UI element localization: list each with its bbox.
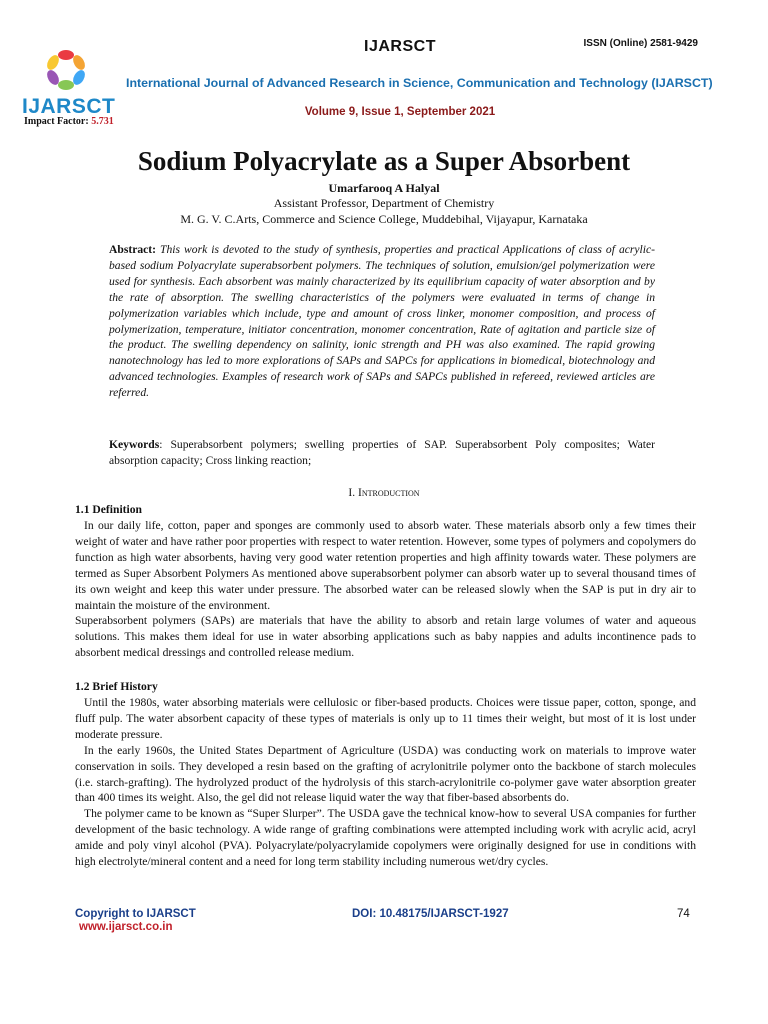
section-number: I.: [348, 487, 358, 499]
definition-body: [75, 518, 696, 661]
subsection-heading-definition: 1.1 Definition: [75, 503, 142, 516]
footer-website-link[interactable]: www.ijarsct.co.in: [79, 921, 173, 933]
keywords-label: Keywords: [109, 438, 160, 451]
paragraph: Until the 1980s, water absorbing materials were cellulosic or fiber-based products. Choices were tissue paper, cotton, sponge, and fluff pulp. The water absorbent capacity of these types of materials is only up to 11 times their weight, but most of it is lost under moderate pressure.: [75, 696, 696, 741]
section-heading-introduction: [0, 487, 768, 499]
issn: ISSN (Online) 2581-9429: [583, 38, 698, 49]
logo-petal: [58, 80, 74, 90]
history-body: [75, 695, 696, 870]
impact-factor-label: Impact Factor:: [24, 116, 89, 127]
paragraph: Superabsorbent polymers (SAPs) are materials that have the ability to absorb and retain large volumes of water and aqueous solutions. This makes them ideal for use in water absorbing applications such as baby nappies and adults incontinence pads to absorbent medical dressings and controlled release medium.: [75, 614, 696, 660]
journal-short-name: IJARSCT: [364, 38, 436, 55]
abstract: [109, 242, 655, 401]
keywords: [109, 437, 655, 469]
paragraph: In our daily life, cotton, paper and sponges are commonly used to absorb water. These materials absorb only a few times their weight of water and have rather poor properties with respect to water retention. However, some types of polymers and copolymers do function as high water absorbents, having very good water retention properties and high affinity towards water. These polymers are termed as Super Absorbent Polymers As mentioned above superabsorbent polymer can absorb water up to several thousand times of its own weight and keep this water under pressure. The absorbed water can be released slowly when the SAP is put in dry air to maintain the moisture of the environment.: [75, 519, 696, 612]
paper-title: Sodium Polyacrylate as a Super Absorbent: [137, 146, 631, 176]
author-name: Umarfarooq A Halyal: [328, 181, 440, 195]
author-affiliation: M. G. V. C.Arts, Commerce and Science College, Muddebihal, Vijayapur, Karnataka: [180, 212, 588, 226]
subsection-heading-history: 1.2 Brief History: [75, 680, 158, 693]
abstract-text: This work is devoted to the study of synthesis, properties and practical Applications of class of acrylic-based sodium Polyacrylate superabsorbent polymers. The techniques of solution, emulsion/gel polymerization were used for synthesis. Each absorbent was mainly characterized by its equilibrium capacity of water absorption and by the rate of absorption. The swelling characteristics of the polymers were evaluated in terms of change in polymerization variables which include, type and amount of cross linker, monomer composition, and process of polymerization, temperature, initiator concentration, monomer concentration, Rate of agitation and particle size of the product. The swelling dependency on salinity, ionic strength and PH was also examined. The rapid growing nanotechnology has led to more explorations of SAPs and SAPCs for applications in biomedical, biotechnology and advanced technologies. Examples of research work of SAPs and SAPCs published in refereed, reviewed articles are referred.: [109, 243, 655, 400]
paragraph: In the early 1960s, the United States Department of Agriculture (USDA) was conducting work on materials to improve water conservation in soils. They developed a resin based on the grafting of acrylonitrile polymer onto the backbone of starch molecules (i.e. starch-grafting). The hydrolyzed product of the hydrolysis of this starch-acrylonitrile co-polymer gave water absorption greater than 400 times its weight. Also, the gel did not release liquid water the way that fiber-based absorbents do.: [75, 743, 696, 805]
logo-text: IJARSCT: [22, 95, 116, 118]
logo-center: [61, 65, 71, 75]
volume-issue: Volume 9, Issue 1, September 2021: [304, 106, 496, 118]
journal-full-name: International Journal of Advanced Research in Science, Communication and Technology (IJARSCT): [126, 76, 713, 90]
keywords-text: : Superabsorbent polymers; swelling properties of SAP. Superabsorbent Poly composites; Water absorption capacity; Cross linking reaction;: [109, 438, 655, 467]
abstract-label: Abstract:: [109, 243, 157, 256]
footer-doi: DOI: 10.48175/IJARSCT-1927: [352, 908, 509, 920]
author-position: Assistant Professor, Department of Chemistry: [273, 196, 495, 210]
section-title: Introduction: [357, 487, 420, 499]
impact-factor-value: 5.731: [91, 116, 114, 127]
page-number: 74: [677, 908, 690, 920]
footer-copyright: Copyright to IJARSCT: [75, 908, 196, 920]
paragraph: The polymer came to be known as “Super Slurper”. The USDA gave the technical know-how to several USA companies for further development of the basic technology. A wide range of grafting combinations were attempted including work with acrylic acid, acryl amide and poly vinyl alcohol (PVA). Polyacrylate/polyacrylamide copolymers were originally designed for use in conditions with high electrolyte/mineral content and a need for long term stability including numerous wet/dry cycles.: [75, 807, 696, 869]
